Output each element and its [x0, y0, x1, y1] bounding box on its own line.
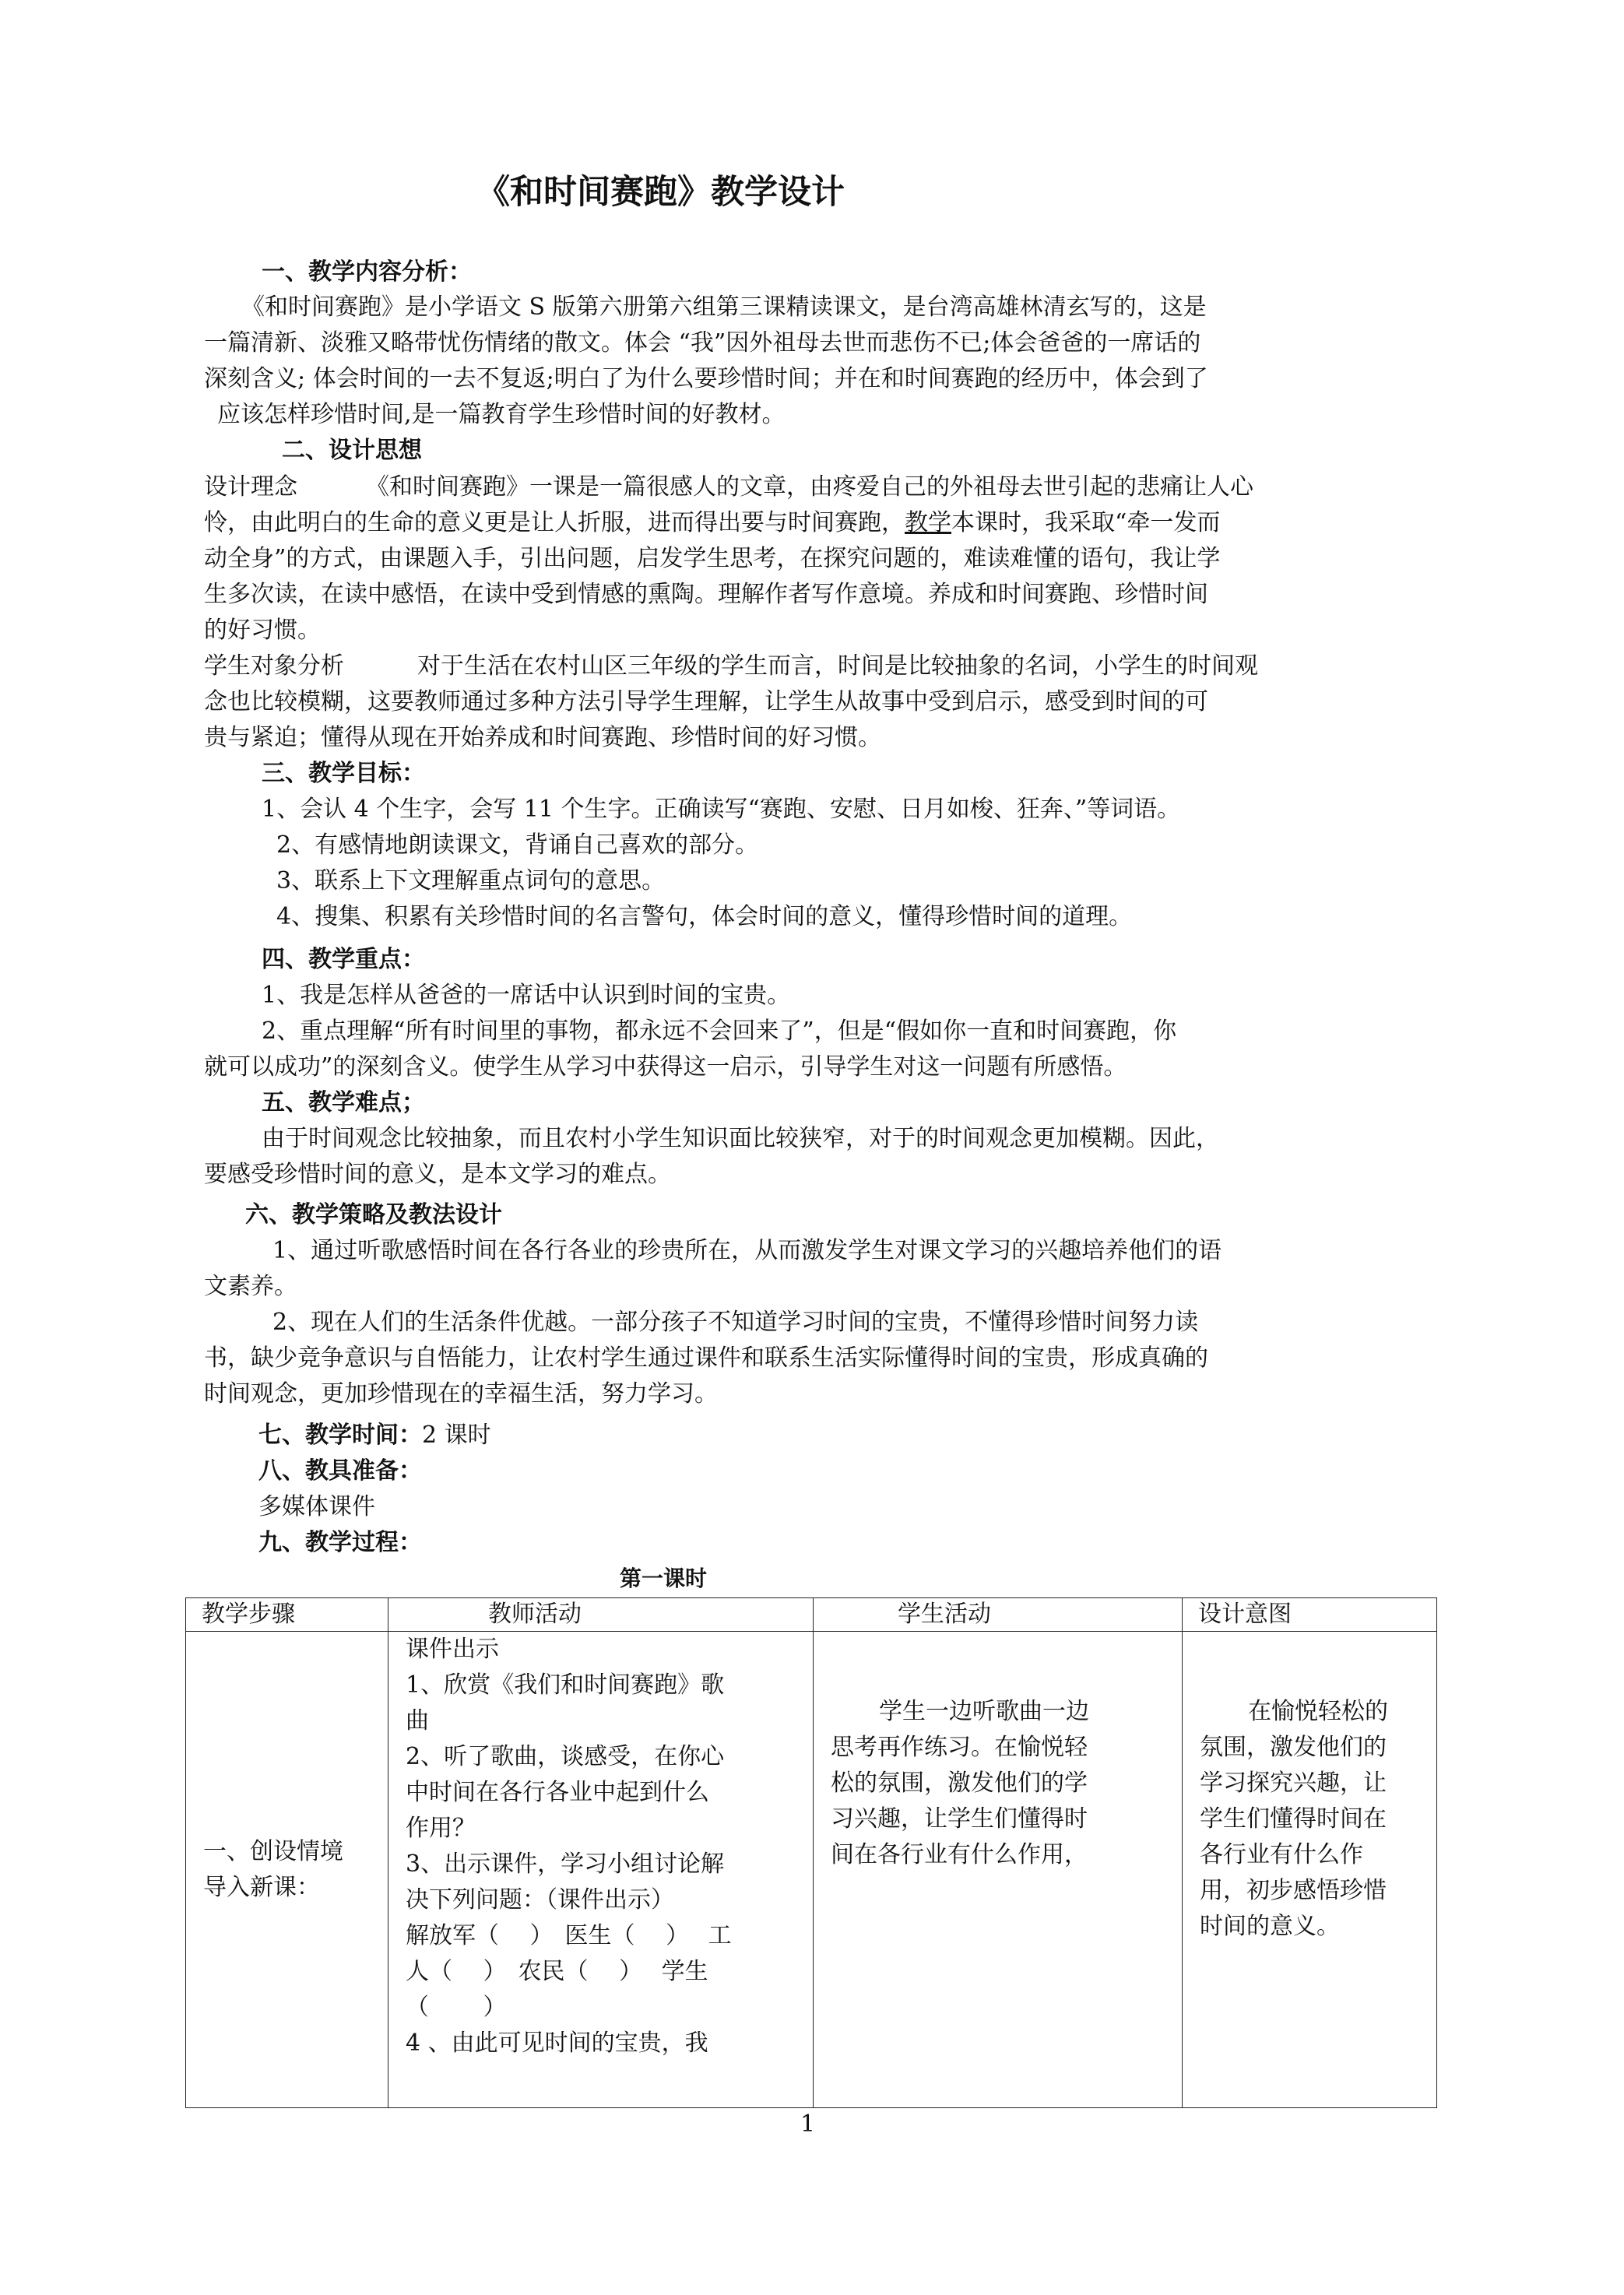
- teacher-line: 课件出示: [406, 1636, 499, 1663]
- paragraph-text: 怜，由此明白的生命的意义更是让人折服，进而得出要与时间赛跑，: [204, 509, 905, 536]
- teacher-line: 解放军（ ） 医生（ ） 工: [406, 1922, 732, 1949]
- section-heading-5: 五、教学难点；: [262, 1089, 425, 1116]
- goal-item: 4、搜集、积累有关珍惜时间的名言警句，体会时间的意义，懂得珍惜时间的道理。: [276, 903, 1133, 930]
- student-activity-cell: [814, 1632, 1183, 2108]
- paragraph-line: 动全身”的方式，由课题入手，引出问题，启发学生思考，在探究问题的，难读难懂的语句，我让学: [204, 545, 1221, 572]
- paragraph-line: 文素养。: [204, 1273, 297, 1300]
- design-concept-label: 设计理念: [204, 473, 297, 501]
- teaching-link[interactable]: 教学: [905, 509, 951, 536]
- page-title: 《和时间赛跑》教学设计: [476, 173, 845, 212]
- section-heading-9: 九、教学过程：: [258, 1529, 422, 1556]
- paragraph-line: 《和时间赛跑》是小学语文 S 版第六册第六组第三课精读课文，是台湾高雄林清玄写的，这是: [241, 293, 1207, 321]
- table-header-row: [186, 1598, 1437, 1632]
- step-cell: [186, 1632, 388, 2108]
- student-line: 间在各行业有什么作用，: [831, 1841, 1088, 1868]
- paragraph-line: 书，缺少竞争意识与自悟能力，让农村学生通过课件和联系生活实际懂得时间的宝贵，形成真确的: [204, 1344, 1208, 1372]
- table-row: [186, 1632, 1437, 2108]
- paragraph-line: 生多次读，在读中感悟，在读中受到情感的熏陶。理解作者写作意境。养成和时间赛跑、珍惜时间: [204, 581, 1208, 608]
- lesson-heading: 第一课时: [620, 1566, 708, 1591]
- paragraph-line: 深刻含义; 体会时间的一去不复返;明白了为什么要珍惜时间；并在和时间赛跑的经历中，体会到了: [204, 365, 1208, 392]
- teacher-line: （ ）: [406, 1994, 507, 2021]
- table-header-cell: 教学步骤: [186, 1598, 388, 1632]
- student-line: 思考再作练习。在愉悦轻: [831, 1734, 1088, 1761]
- teacher-line: 作用？: [406, 1815, 476, 1842]
- paragraph-text: 本课时，我采取“牵一发而: [951, 509, 1221, 536]
- section-heading-6: 六、教学策略及教法设计: [245, 1201, 502, 1228]
- goal-item: 1、会认 4 个生字，会写 11 个生字。正确读写“赛跑、安慰、日月如梭、狂奔、”等词语。: [262, 796, 1181, 823]
- paragraph-line: 对于生活在农村山区三年级的学生而言，时间是比较抽象的名词，小学生的时间观: [417, 652, 1258, 680]
- page-number: 1: [800, 2110, 816, 2138]
- intent-line: 学生们懂得时间在: [1200, 1805, 1387, 1833]
- section-heading-8: 八、教具准备：: [258, 1457, 422, 1485]
- paragraph-line: 由于时间观念比较抽象，而且农村小学生知识面比较狭窄，对于的时间观念更加模糊。因此，: [262, 1125, 1219, 1152]
- table-header-cell: 教师活动: [388, 1598, 814, 1632]
- paragraph-line: 2、现在人们的生活条件优越。一部分孩子不知道学习时间的宝贵，不懂得珍惜时间努力读: [272, 1309, 1199, 1336]
- section-heading-1: 一、教学内容分析：: [262, 258, 472, 286]
- intent-line: 氛围，激发他们的: [1200, 1734, 1387, 1761]
- teacher-line: 曲: [406, 1707, 429, 1734]
- intent-line: 时间的意义。: [1200, 1913, 1340, 1940]
- intent-line: 在愉悦轻松的: [1248, 1698, 1388, 1725]
- table-header-cell: 学生活动: [814, 1598, 1183, 1632]
- paragraph-line: 时间观念，更加珍惜现在的幸福生活，努力学习。: [204, 1380, 718, 1408]
- student-analysis-label: 学生对象分析: [204, 652, 344, 680]
- goal-item: 2、有感情地朗读课文，背诵自己喜欢的部分。: [276, 831, 759, 859]
- paragraph-line: 2、重点理解“所有时间里的事物，都永远不会回来了”，但是“假如你一直和时间赛跑，你: [262, 1017, 1177, 1045]
- student-line: 习兴趣，让学生们懂得时: [831, 1805, 1088, 1833]
- table-header-cell: 设计意图: [1183, 1598, 1437, 1632]
- section-heading-4: 四、教学重点：: [262, 946, 425, 973]
- paragraph-line: 1、我是怎样从爸爸的一席话中认识到时间的宝贵。: [262, 982, 791, 1009]
- paragraph-line: 念也比较模糊，这要教师通过多种方法引导学生理解，让学生从故事中受到启示，感受到时间的可: [204, 688, 1208, 715]
- paragraph-line: 要感受珍惜时间的意义，是本文学习的难点。: [204, 1161, 671, 1188]
- student-line: 松的氛围，激发他们的学: [831, 1770, 1088, 1797]
- student-line: 学生一边听歌曲一边: [879, 1698, 1089, 1725]
- paragraph-line: 1、通过听歌感悟时间在各行各业的珍贵所在，从而激发学生对课文学习的兴趣培养他们的语: [272, 1237, 1222, 1264]
- intent-line: 各行业有什么作: [1200, 1841, 1363, 1868]
- teacher-line: 决下列问题：（课件出示）: [406, 1886, 674, 1914]
- design-intent-cell: [1183, 1632, 1437, 2108]
- paragraph-line: 一篇清新、淡雅又略带忧伤情绪的散文。体会 “我”因外祖母去世而悲伤不已;体会爸爸的一席话的: [204, 329, 1201, 357]
- paragraph-line: 《和时间赛跑》一课是一篇很感人的文章，由疼爱自己的外祖母去世引起的悲痛让人心: [366, 473, 1253, 501]
- teacher-line: 3、出示课件，学习小组讨论解: [406, 1850, 725, 1878]
- intent-line: 用，初步感悟珍惜: [1200, 1877, 1387, 1904]
- teacher-line: 人（ ） 农民（ ） 学生: [406, 1958, 708, 1985]
- teacher-activity-cell: [388, 1632, 814, 2108]
- paragraph-line: 应该怎样珍惜时间,是一篇教育学生珍惜时间的好教材。: [217, 401, 786, 428]
- teacher-line: 1、欣赏《我们和时间赛跑》歌: [406, 1671, 725, 1699]
- section-heading-3: 三、教学目标：: [262, 760, 425, 787]
- paragraph-line: 贵与紧迫；懂得从现在开始养成和时间赛跑、珍惜时间的好习惯。: [204, 724, 881, 751]
- paragraph-line: 的好习惯。: [204, 617, 321, 644]
- teacher-line: 2、听了歌曲，谈感受，在你心: [406, 1743, 725, 1770]
- teacher-line: 中时间在各行各业中起到什么: [406, 1779, 709, 1806]
- step-line: 一、创设情境: [203, 1837, 343, 1865]
- section-heading-7: 七、教学时间：: [258, 1422, 422, 1449]
- teaching-process-table: [185, 1597, 1437, 2108]
- step-line: 导入新课：: [203, 1873, 320, 1901]
- paragraph-line: [204, 511, 1220, 535]
- teaching-time-value: 2 课时: [422, 1422, 491, 1449]
- paragraph-line: 就可以成功”的深刻含义。使学生从学习中获得这一启示，引导学生对这一问题有所感悟。: [204, 1053, 1127, 1081]
- intent-line: 学习探究兴趣，让: [1200, 1770, 1387, 1797]
- goal-item: 3、联系上下文理解重点词句的意思。: [276, 867, 666, 894]
- teaching-time-line: [258, 1424, 491, 1447]
- teacher-line: 4 、由此可见时间的宝贵，我: [406, 2030, 708, 2057]
- teaching-aids-value: 多媒体课件: [258, 1493, 375, 1520]
- section-heading-2: 二、设计思想: [282, 437, 422, 464]
